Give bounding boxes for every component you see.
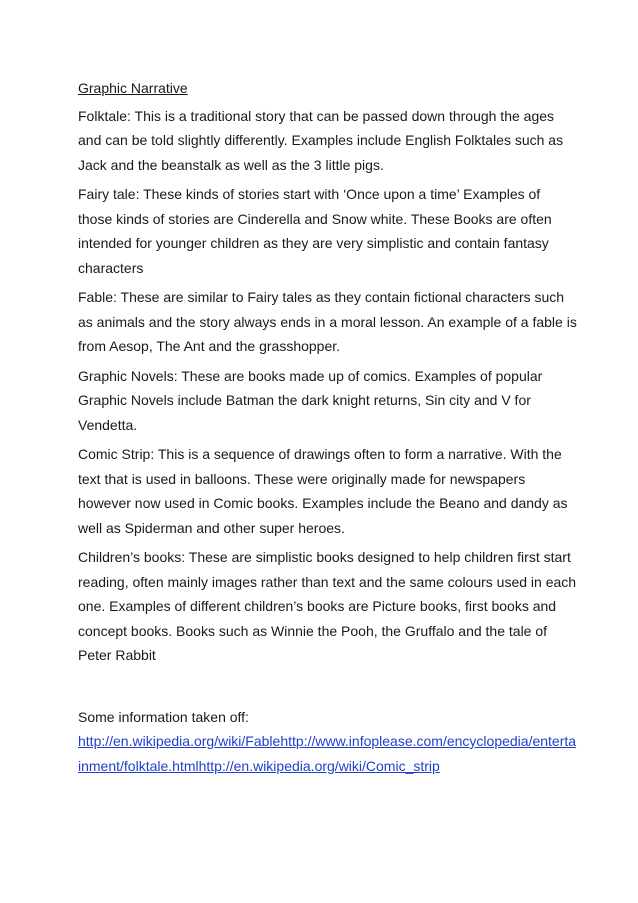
paragraph-comic-strip: Comic Strip: This is a sequence of drawings often to form a narrative. With the text that is used in balloons. These were originally made for newspapers however now used in Comic books. Examples include the Beano and dandy as well as Spiderman and other super heroes. <box>78 446 568 536</box>
paragraph-childrens-books: Children’s books: These are simplistic books designed to help children first start reading, often mainly images rather than text and the same colours used in each one. Examples of different children’s books are Picture books, first books and concept books. Books such as Winnie the Pooh, the Gruffalo and the tale of Peter Rabbit <box>78 549 577 663</box>
sources-links[interactable]: http://en.wikipedia.org/wiki/Fablehttp://www.infoplease.com/encyclopedia/entertainment/folktale.htmlhttp://en.wikipedia.org/wiki/Comic_strip <box>78 733 577 774</box>
document-title: Graphic Narrative <box>78 80 188 96</box>
paragraph-fairy-tale: Fairy tale: These kinds of stories start with ‘Once upon a time’ Examples of those kinds of stories are Cinderella and Snow white. These Books are often intended for younger children as they are very simplistic and contain fantasy characters <box>78 186 552 276</box>
sources-label: Some information taken off: <box>78 708 249 725</box>
paragraph-graphic-novels: Graphic Novels: These are books made up of comics. Examples of popular Graphic Novels include Batman the dark knight returns, Sin city and V for Vendetta. <box>78 367 543 433</box>
paragraph-folktale: Folktale: This is a traditional story that can be passed down through the ages and can be told slightly differently. Examples include English Folktales such as Jack and the beanstalk as well as the 3 little pigs. <box>78 107 564 173</box>
spacer <box>78 673 578 705</box>
paragraph-fable: Fable: These are similar to Fairy tales as they contain fictional characters such as animals and the story always ends in a moral lesson. An example of a fable is from Aesop, The Ant and the grasshopper. <box>78 289 577 354</box>
document-page <box>78 76 578 778</box>
